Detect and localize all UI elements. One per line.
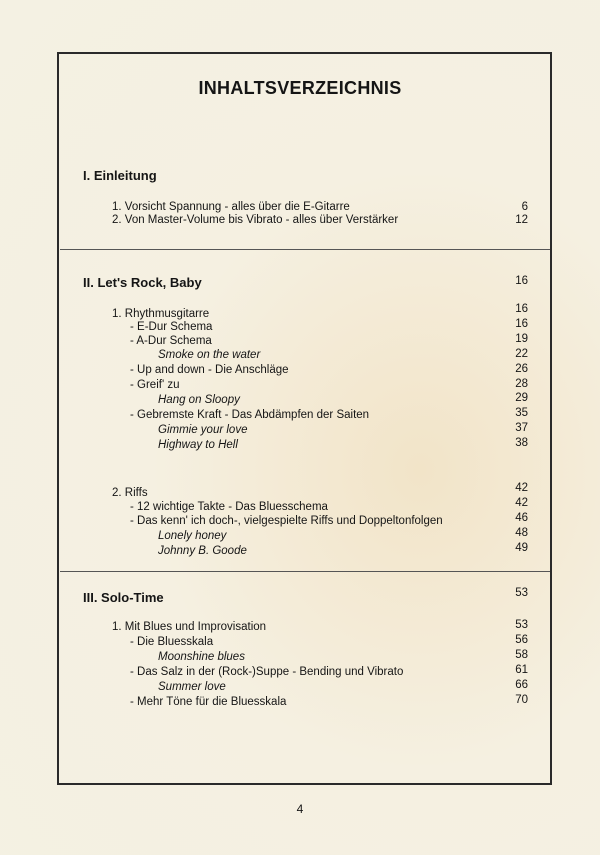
toc-entry: 1. Vorsicht Spannung - alles über die E-Gitarre (112, 201, 350, 213)
song-title: Johnny B. Goode (158, 545, 247, 557)
song-title: Gimmie your love (158, 424, 248, 436)
toc-page: 28 (515, 378, 528, 390)
song-title: Highway to Hell (158, 439, 238, 451)
toc-entry: - 12 wichtige Takte - Das Bluesschema (130, 501, 328, 513)
song-title: Smoke on the water (158, 349, 261, 361)
section-page: 16 (515, 275, 528, 287)
toc-page: 58 (515, 649, 528, 661)
toc-page: 12 (515, 214, 528, 226)
toc-entry: 2. Von Master-Volume bis Vibrato - alles über Verstärker (112, 214, 399, 226)
toc-page: 6 (521, 201, 528, 213)
toc-entry: 1. Rhythmusgitarre (112, 308, 210, 320)
toc-entry: - A-Dur Schema (130, 335, 212, 347)
toc-page: 42 (515, 497, 528, 509)
toc-page: 29 (515, 392, 528, 404)
page-title: INHALTSVERZEICHNIS (198, 78, 402, 98)
section-heading-solo-time: III. Solo-Time (83, 590, 164, 605)
section-divider (60, 249, 550, 250)
toc-page: 61 (515, 664, 528, 676)
toc-entry: 1. Mit Blues und Improvisation (112, 621, 267, 633)
toc-page: 48 (515, 527, 528, 539)
toc-entry: 2. Riffs (112, 487, 148, 499)
song-title: Hang on Sloopy (158, 394, 240, 406)
section-divider (60, 571, 550, 572)
toc-page: 22 (515, 348, 528, 360)
toc-page: 38 (515, 437, 528, 449)
section-heading-lets-rock: II. Let's Rock, Baby (83, 275, 202, 290)
toc-page: 19 (515, 333, 528, 345)
toc-entry: - Mehr Töne für die Bluesskala (130, 696, 287, 708)
toc-page: 70 (515, 694, 528, 706)
song-title: Moonshine blues (158, 651, 245, 663)
toc-entry: - Up and down - Die Anschläge (130, 364, 289, 376)
toc-page: 53 (515, 619, 528, 631)
toc-page: 56 (515, 634, 528, 646)
toc-page: 46 (515, 512, 528, 524)
toc-page: 16 (515, 318, 528, 330)
toc-page: 16 (515, 303, 528, 315)
song-title: Summer love (158, 681, 226, 693)
toc-page: 49 (515, 542, 528, 554)
toc-page: 35 (515, 407, 528, 419)
toc-page: 66 (515, 679, 528, 691)
toc-entry: - Die Bluesskala (130, 636, 214, 648)
toc-entry: - Das kenn' ich doch-, vielgespielte Riffs und Doppeltonfolgen (130, 515, 443, 527)
section-heading-einleitung: I. Einleitung (83, 168, 157, 183)
toc-page: 37 (515, 422, 528, 434)
toc-entry: - Gebremste Kraft - Das Abdämpfen der Saiten (130, 409, 370, 421)
toc-entry: - Greif' zu (130, 379, 180, 391)
toc-entry: - Das Salz in der (Rock-)Suppe - Bending und Vibrato (130, 666, 404, 678)
toc-page: 42 (515, 482, 528, 494)
song-title: Lonely honey (158, 530, 227, 542)
toc-entry: - E-Dur Schema (130, 321, 213, 333)
page-number: 4 (296, 802, 304, 816)
toc-page: 26 (515, 363, 528, 375)
section-page: 53 (515, 587, 528, 599)
